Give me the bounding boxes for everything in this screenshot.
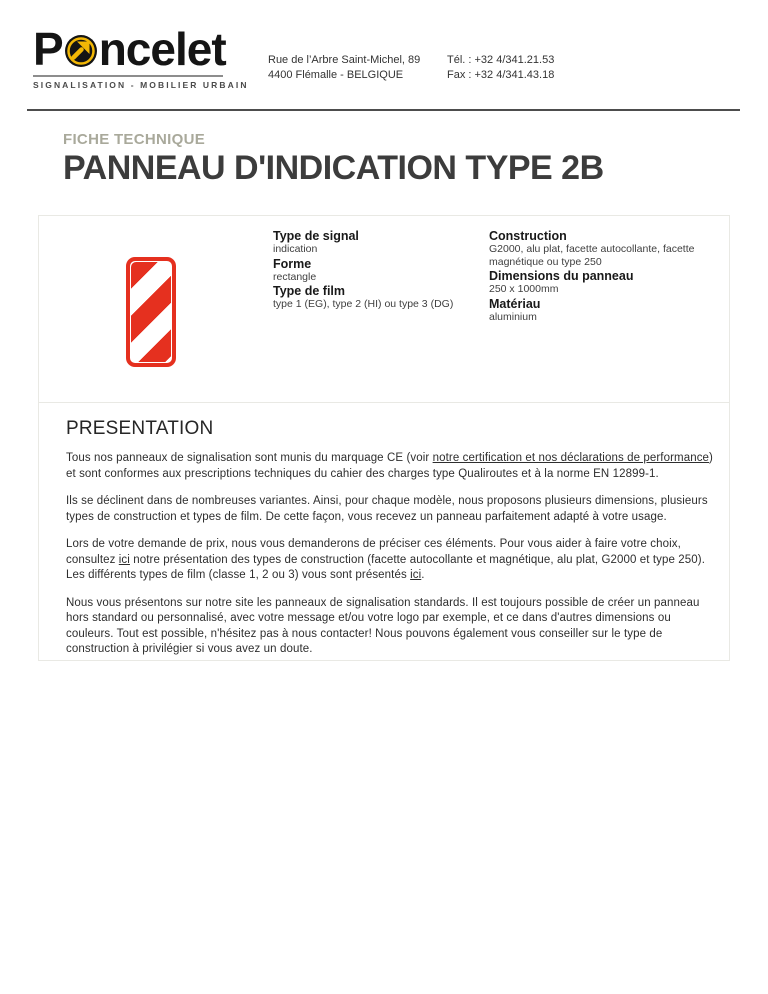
spec-label: Construction (489, 229, 567, 243)
document-kicker: FICHE TECHNIQUE (63, 131, 206, 148)
film-types-link[interactable]: ici (410, 569, 422, 581)
presentation-paragraph-4: Nous vous présentons sur notre site les panneaux de signalisation standards. Il est toujours possible de créer un panneau hors standard ou personnalisé, avec votre message et/ou votre logo par exemple, et ce dans d'autres dimensions ou couleurs. Tout est possible, n'hésitez pas à nous contacter! Nous pouvons également vous conseiller sur le type de construction à privilégier si vous avez un doute. (66, 596, 700, 655)
arrow-target-icon (64, 34, 98, 68)
paragraph-text: notre présentation des types de construction (facette autocollante et magnétique, alu plat, G2000 et type 250). Les différents types de film (classe 1, 2 ou 3) vous sont présentés (66, 553, 706, 581)
address-line1: Rue de l’Arbre Saint-Michel, 89 (268, 54, 421, 66)
spec-label: Dimensions du panneau (489, 269, 634, 283)
spec-value: indication (273, 243, 318, 255)
paragraph-text: Lors de votre demande de prix, nous vous demanderons de préciser ces éléments. Pour vous aider à faire votre choix, consultez (66, 538, 681, 566)
title-block (63, 131, 604, 188)
spec-label: Forme (273, 256, 312, 271)
sign-panel-image (126, 257, 176, 367)
spec-label: Type de signal (273, 229, 359, 243)
spec-value: type 1 (EG), type 2 (HI) ou type 3 (DG) (273, 298, 454, 310)
paragraph-text: ) et sont conformes aux prescriptions techniques du cahier des charges type Qualiroutes et à la norme EN 12899-1. (66, 452, 713, 480)
certification-link[interactable]: notre certification et nos déclarations de performance (432, 452, 710, 464)
logo-divider (33, 75, 223, 77)
spec-column-right (489, 228, 724, 324)
brand-text-post: ncelet (98, 23, 226, 75)
presentation-heading: PRESENTATION (66, 418, 214, 439)
paragraph-text: Tous nos panneaux de signalisation sont munis du marquage CE (voir (66, 452, 433, 464)
header-divider (27, 109, 740, 111)
company-contact (447, 53, 554, 83)
spec-box (38, 215, 730, 403)
presentation-paragraph-2: Ils se déclinent dans de nombreuses variantes. Ainsi, pour chaque modèle, nous proposons plusieurs dimensions, plusieurs types de construction et types de film. De cette façon, vous recevez un panneau parfaitement adapté à votre usage. (66, 495, 708, 523)
spec-label: Type de film (273, 284, 346, 298)
presentation-paragraph-3 (66, 537, 715, 584)
construction-types-link[interactable]: ici (118, 553, 130, 566)
red-white-stripes (131, 262, 171, 362)
phone-number: Tél. : +32 4/341.21.53 (447, 54, 555, 66)
spec-value: rectangle (273, 270, 317, 283)
spec-value: aluminium (489, 310, 537, 323)
presentation-box (38, 402, 730, 661)
presentation-paragraph-1 (66, 451, 715, 482)
paragraph-text: . (421, 569, 425, 581)
company-logo (33, 23, 249, 90)
brand-text-pre: P (33, 23, 63, 75)
company-address (268, 53, 420, 83)
brand-tagline: SIGNALISATION - MOBILIER URBAIN (33, 80, 249, 90)
fax-number: Fax : +32 4/341.43.18 (447, 69, 555, 81)
brand-name (33, 23, 226, 75)
address-line2: 4400 Flémalle - BELGIQUE (268, 69, 404, 81)
spec-label: Matériau (489, 296, 541, 311)
spec-value: 250 x 1000mm (489, 283, 559, 295)
page-title: PANNEAU D'INDICATION TYPE 2B (63, 149, 604, 187)
spec-column-left (273, 228, 478, 312)
spec-value: G2000, alu plat, facette autocollante, facette magnétique ou type 250 (489, 243, 695, 268)
